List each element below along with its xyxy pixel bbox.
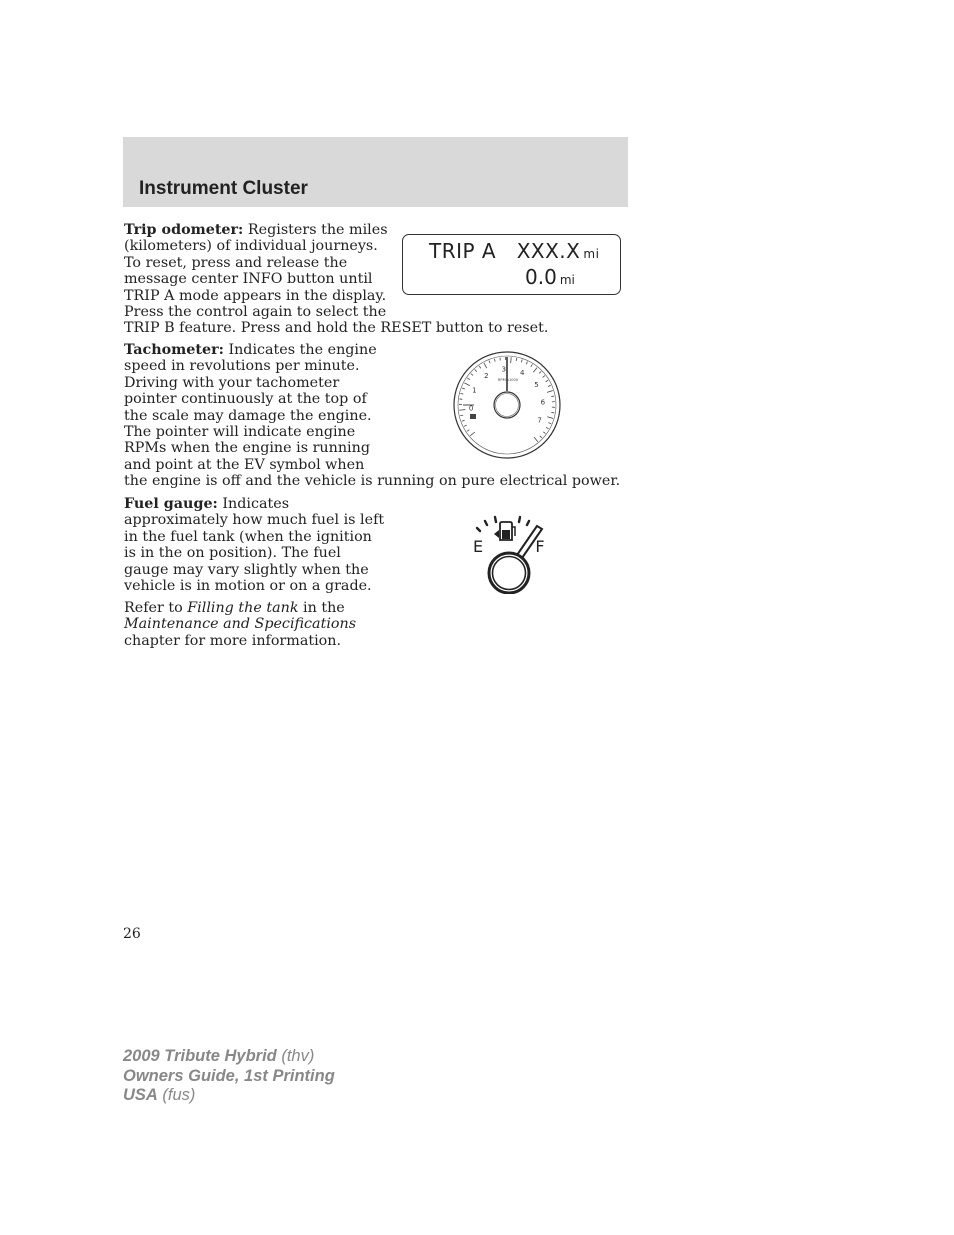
tach-number: 5 (534, 380, 539, 389)
trip-display-illustration: TRIP A XXX.X mi 0.0 mi (402, 234, 621, 295)
ev-symbol (470, 414, 476, 419)
fuel-door-arrow-icon (494, 530, 499, 538)
tach-tick (511, 357, 512, 363)
fuel-full-label: F (535, 537, 545, 556)
trip-odometer-label: Trip odometer: (124, 222, 244, 238)
page-number: 26 (123, 926, 141, 942)
tach-number: 4 (519, 368, 525, 377)
tach-number: 2 (484, 372, 489, 381)
trip-mode-text: TRIP A (429, 239, 497, 263)
filling-the-tank-reference: Filling the tank (187, 600, 299, 616)
trip-value1: XXX.X (516, 239, 581, 263)
tach-number: 6 (540, 398, 546, 407)
tach-number: 7 (537, 416, 542, 425)
refer-paragraph: Refer to Filling the tank in the Maintenance and Specifications chapter for more information. (124, 600, 357, 649)
fuel-gauge-paragraph: Fuel gauge: Indicates approximately how much fuel is left in the fuel tank (when the ignition is in the on position). The fuel gauge may vary slightly when the vehicle is in motion or on a grade. (124, 496, 385, 595)
document-footer: 2009 Tribute Hybrid (thv) Owners Guide, 1st Printing USA (fus) (123, 1047, 335, 1104)
section-title: Instrument Cluster (139, 178, 308, 199)
tachometer-label: Tachometer: (124, 342, 224, 358)
tachometer-illustration (452, 349, 562, 461)
tach-number: 0 (468, 404, 474, 413)
tach-number: 3 (501, 365, 507, 374)
tach-caption: RPM x1000 (497, 378, 519, 382)
trip-odometer-paragraph: Trip odometer: Registers the miles (kilometers) of individual journeys. To reset, press and release the message center INFO button until TRIP A mode appears in the display. Press the control again to select the TRIP B feature. Press and hold the RESET button to reset. (124, 222, 549, 337)
trip-value2: 0.0 (525, 265, 557, 289)
tach-number: 1 (472, 386, 477, 395)
fuel-gauge-illustration (466, 512, 556, 594)
fuel-gauge-label: Fuel gauge: (124, 496, 218, 512)
tach-tick (551, 396, 554, 397)
fuel-empty-label: E (472, 537, 484, 556)
section-header (123, 137, 628, 207)
tach-hub (494, 392, 520, 418)
tachometer-paragraph: Tachometer: Indicates the engine speed in revolutions per minute. Driving with your tachometer pointer continuously at the top of the scale may damage the engine. The pointer will indicate engine RPMs when the engine is running and point at the EV symbol when the engine is off and the vehicle is running on pure electrical power. (124, 342, 621, 490)
fuel-pump-icon (500, 522, 515, 540)
maintenance-chapter-reference: Maintenance and Specifications (124, 616, 357, 633)
